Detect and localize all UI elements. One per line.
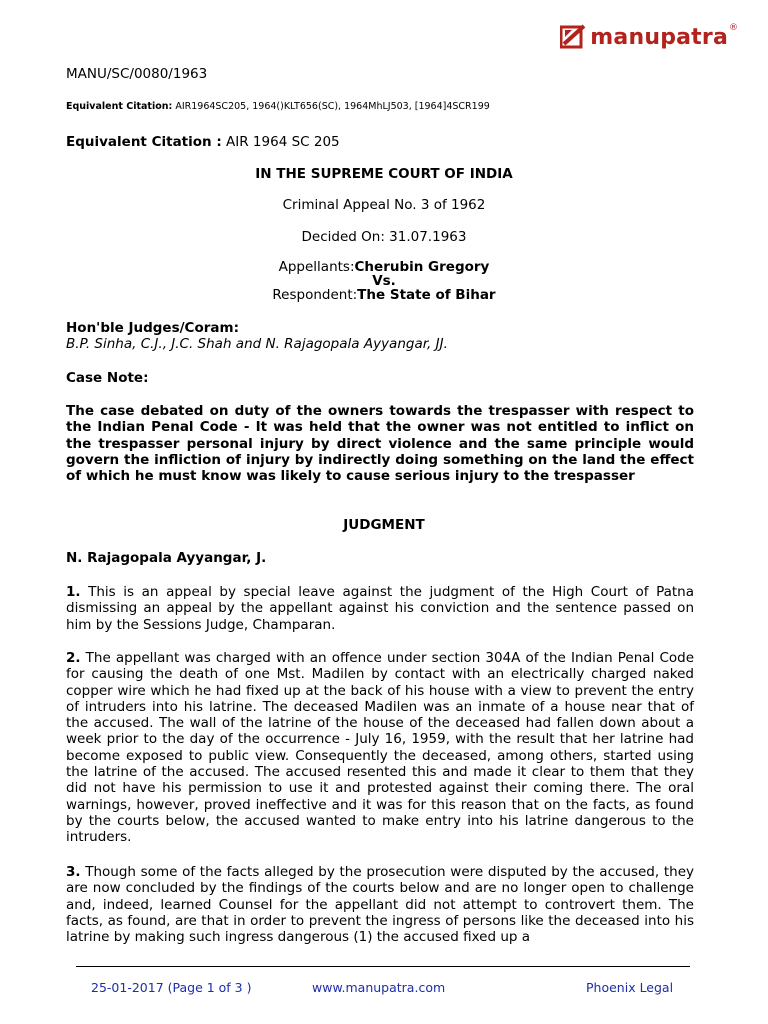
logo-wordmark: manupatra: [590, 24, 728, 50]
paragraph-number: 1.: [66, 584, 81, 600]
equivalent-citation-small-label: Equivalent Citation:: [66, 101, 173, 112]
paragraph-1: [66, 584, 694, 633]
respondent-label: Respondent:: [272, 287, 358, 303]
paragraph-2: [66, 650, 694, 846]
court-name: IN THE SUPREME COURT OF INDIA: [255, 166, 513, 182]
respondent: [0, 287, 768, 303]
manupatra-logo: [560, 24, 738, 50]
manupatra-logo-icon: [560, 24, 586, 50]
paragraph-3: [66, 864, 694, 945]
appellants-label: Appellants:: [278, 259, 355, 275]
case-note-text: The case debated on duty of the owners towards the trespasser with respect to the Indian Penal Code - It was held that the owner was not entitled to inflict on the trespasser personal injury by direct violence and the same principle would govern the infliction of injury by indirectly doing something on the land the effect of which he must know was likely to cause serious injury to the trespasser: [66, 403, 694, 485]
paragraph-text: This is an appeal by special leave against the judgment of the High Court of Patna dismissing an appeal by the appellant against his conviction and the sentence passed on him by the Sessions Judge, Champaran.: [66, 584, 694, 633]
versus: Vs.: [372, 273, 396, 289]
decided-date: Decided On: 31.07.1963: [301, 229, 467, 245]
judges-names: B.P. Sinha, C.J., J.C. Shah and N. Rajagopala Ayyangar, JJ.: [66, 336, 448, 352]
equivalent-citation: [66, 134, 340, 150]
paragraph-text: Though some of the facts alleged by the prosecution were disputed by the accused, they are now concluded by the findings of the courts below and are no longer open to challenge and, indeed, learned Counsel for the appellant did not attempt to controvert them. The facts, as found, are that in order to prevent the ingress of persons like the deceased into his latrine by making such ingress dangerous (1) the accused fixed up a: [66, 864, 694, 946]
footer-firm: Phoenix Legal: [586, 980, 674, 995]
paragraph-number: 3.: [66, 864, 81, 880]
paragraph-number: 2.: [66, 650, 81, 666]
logo-registered-mark: ®: [729, 23, 738, 33]
citation-id: MANU/SC/0080/1963: [66, 66, 208, 82]
equivalent-citation-label: Equivalent Citation :: [66, 134, 222, 150]
case-note-label: Case Note:: [66, 370, 149, 386]
judgment-author: N. Rajagopala Ayyangar, J.: [66, 550, 267, 566]
judgment-heading: JUDGMENT: [343, 517, 425, 533]
equivalent-citation-small: [66, 101, 490, 113]
footer-website-link[interactable]: www.manupatra.com: [312, 980, 446, 995]
footer-divider: [76, 966, 690, 967]
respondent-name: The State of Bihar: [357, 287, 496, 303]
appeal-number: Criminal Appeal No. 3 of 1962: [282, 197, 486, 213]
paragraph-text: The appellant was charged with an offence under section 304A of the Indian Penal Code for causing the death of one Mst. Madilen by contact with an electrically charged naked copper wire which he had fixed up at the back of his house with a view to prevent the entry of intruders into his latrine. The deceased Madilen was an inmate of a house near that of the accused. The wall of the latrine of the house of the deceased had fallen down about a week prior to the day of the occurrence - July 16, 1959, with the result that her latrine had become exposed to public view. Consequently the deceased, among others, started using the latrine of the accused. The accused resented this and made it clear to them that they did not have his permission to use it and protested against their coming there. The oral warnings, however, proved ineffective and it was for this reason that on the facts, as found by the courts below, the accused wanted to make entry into his latrine dangerous to the intruders.: [66, 650, 695, 846]
equivalent-citation-value: AIR 1964 SC 205: [226, 134, 340, 150]
judges-label: Hon'ble Judges/Coram:: [66, 320, 239, 336]
footer-date-page: 25-01-2017 (Page 1 of 3 ): [91, 980, 252, 995]
appellants-name: Cherubin Gregory: [354, 259, 490, 275]
equivalent-citation-small-value: AIR1964SC205, 1964()KLT656(SC), 1964MhLJ503, [1964]4SCR199: [175, 101, 490, 112]
